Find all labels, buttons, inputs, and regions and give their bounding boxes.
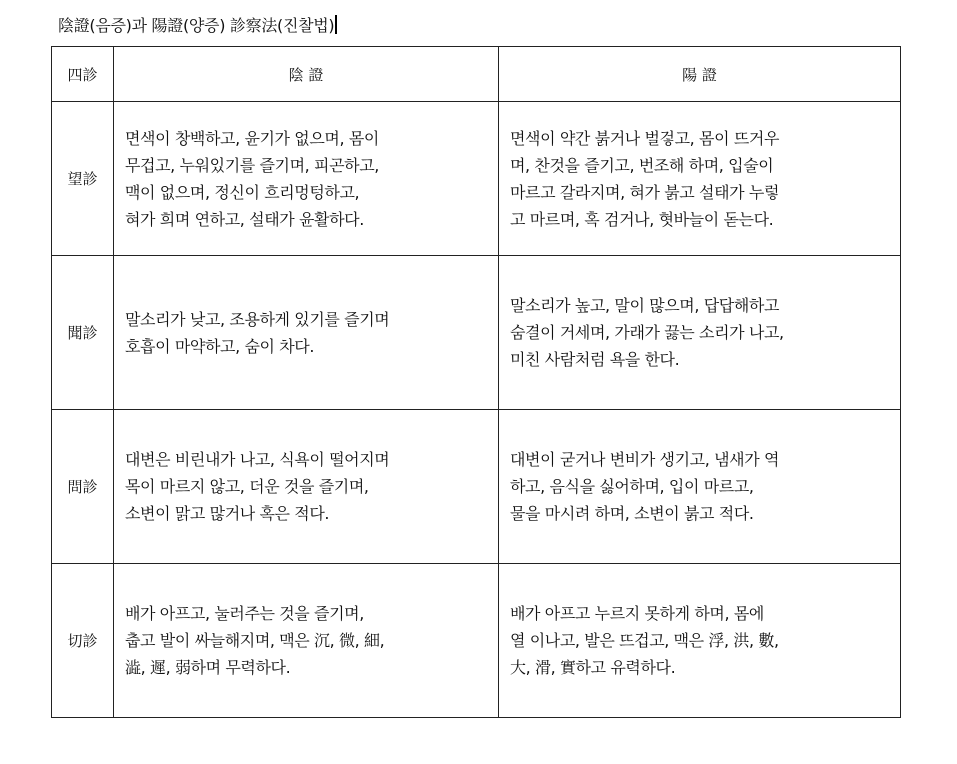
cell-line: 면색이 창백하고, 윤기가 없으며, 몸이 bbox=[125, 128, 379, 148]
row-label-inquiry: 問診 bbox=[52, 410, 114, 564]
cell-line: 배가 아프고, 눌러주는 것을 즐기며, bbox=[125, 604, 364, 623]
header-yin-syndrome: 陰 證 bbox=[114, 47, 499, 102]
document-title bbox=[58, 14, 337, 38]
cell-line: 말소리가 높고, 말이 많으며, 답답해하고 bbox=[510, 296, 780, 315]
cell-line: 맥이 없으며, 정신이 흐리멍텅하고, bbox=[125, 182, 360, 202]
cell-line: 대변은 비린내가 나고, 식욕이 떨어지며 bbox=[125, 450, 390, 469]
cell-line: 무겁고, 누워있기를 즐기며, 피곤하고, bbox=[125, 155, 379, 175]
cell-line: 대변이 굳거나 변비가 생기고, 냄새가 역 bbox=[510, 450, 780, 469]
header-four-diagnoses: 四診 bbox=[52, 47, 114, 102]
title-text: 陰證(음증)과 陽證(양증) 診察法(진찰법) bbox=[58, 16, 335, 35]
yang-cell-inquiry bbox=[499, 410, 901, 564]
table-row bbox=[52, 102, 901, 256]
table-row bbox=[52, 564, 901, 718]
cell-line: 목이 마르지 않고, 더운 것을 즐기며, bbox=[125, 477, 369, 496]
cell-line: 배가 아프고 누르지 못하게 하며, 몸에 bbox=[510, 604, 764, 623]
cell-line: 澁, 遲, 弱하며 무력하다. bbox=[125, 658, 291, 677]
header-row bbox=[52, 47, 901, 102]
text-cursor bbox=[335, 15, 337, 34]
row-label-palpation: 切診 bbox=[52, 564, 114, 718]
header-yang-syndrome: 陽 證 bbox=[499, 47, 901, 102]
cell-line: 고 마르며, 혹 검거나, 혓바늘이 돋는다. bbox=[510, 209, 774, 229]
yin-cell-listening bbox=[114, 256, 499, 410]
yin-cell-palpation bbox=[114, 564, 499, 718]
yin-cell-inquiry bbox=[114, 410, 499, 564]
diagnosis-table bbox=[51, 46, 901, 718]
cell-line: 소변이 맑고 많거나 혹은 적다. bbox=[125, 504, 330, 523]
yang-cell-inspection bbox=[499, 102, 901, 256]
cell-line: 하고, 음식을 싫어하며, 입이 마르고, bbox=[510, 477, 754, 496]
yang-cell-listening bbox=[499, 256, 901, 410]
cell-line: 大, 滑, 實하고 유력하다. bbox=[510, 658, 676, 677]
row-label-inspection: 望診 bbox=[52, 102, 114, 256]
cell-line: 며, 찬것을 즐기고, 번조해 하며, 입술이 bbox=[510, 155, 774, 175]
cell-line: 춥고 발이 싸늘해지며, 맥은 沉, 微, 細, bbox=[125, 631, 385, 650]
cell-line: 숨결이 거세며, 가래가 끓는 소리가 나고, bbox=[510, 323, 784, 342]
table-row bbox=[52, 256, 901, 410]
yang-cell-palpation bbox=[499, 564, 901, 718]
cell-line: 면색이 약간 붉거나 벌겋고, 몸이 뜨거우 bbox=[510, 128, 780, 148]
cell-line: 열 이나고, 발은 뜨겁고, 맥은 浮, 洪, 數, bbox=[510, 631, 779, 650]
cell-line: 미친 사람처럼 욕을 한다. bbox=[510, 350, 680, 369]
cell-line: 혀가 희며 연하고, 설태가 윤활하다. bbox=[125, 209, 364, 229]
row-label-listening: 聞診 bbox=[52, 256, 114, 410]
cell-line: 마르고 갈라지며, 혀가 붉고 설태가 누렇 bbox=[510, 182, 780, 202]
cell-line: 물을 마시려 하며, 소변이 붉고 적다. bbox=[510, 504, 754, 523]
yin-cell-inspection bbox=[114, 102, 499, 256]
table-row bbox=[52, 410, 901, 564]
cell-line: 말소리가 낮고, 조용하게 있기를 즐기며 bbox=[125, 309, 390, 329]
cell-line: 호흡이 마약하고, 숨이 차다. bbox=[125, 336, 315, 356]
